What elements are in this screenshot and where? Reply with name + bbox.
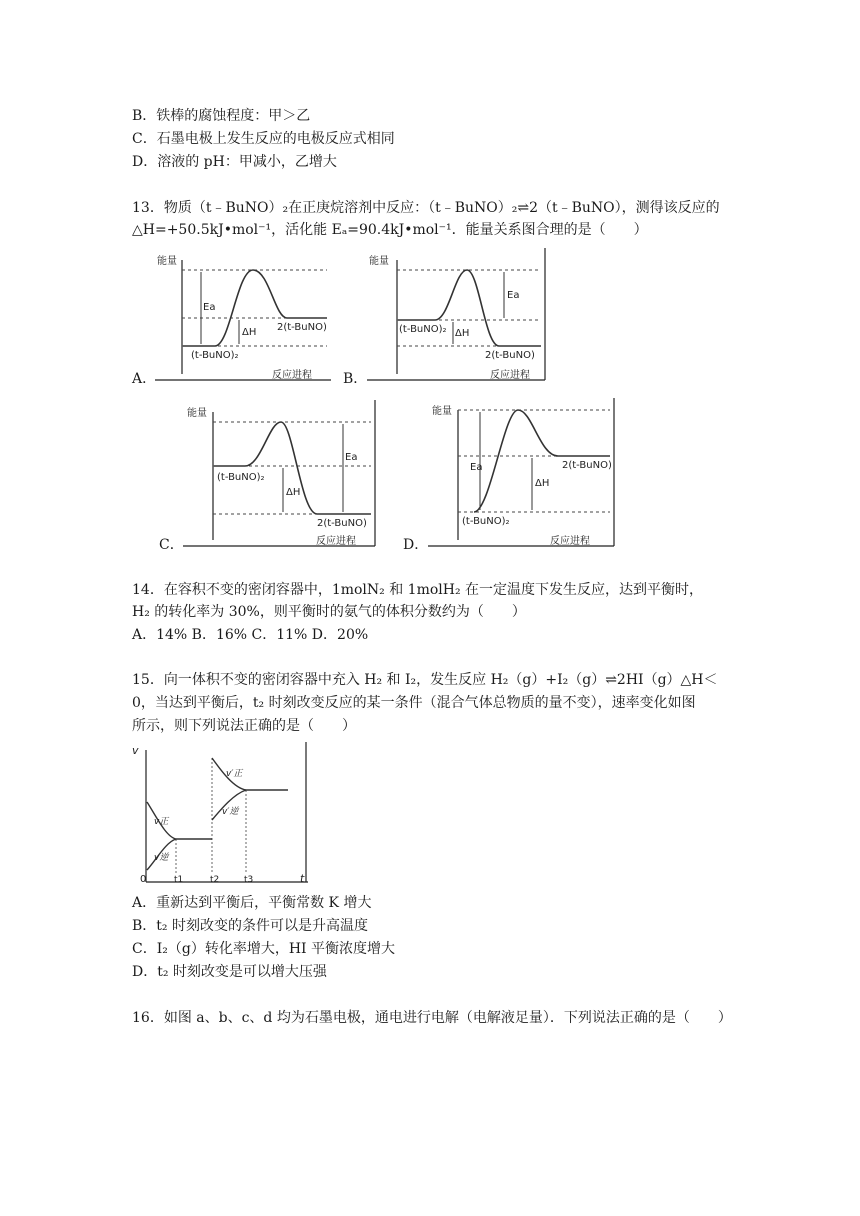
q13-diagram-a [155, 248, 335, 384]
reactant-label: (t-BuNO)₂ [462, 516, 510, 527]
q12-option-b: B．铁棒的腐蚀程度：甲＞乙 [132, 108, 311, 124]
q13-stem-line1: 13．物质（t﹣BuNO）₂在正庚烷溶剂中反应：（t﹣BuNO）₂⇌2（t﹣BuNO），测得该反应的 [132, 200, 720, 216]
progress-axis-label: 反应进程 [550, 536, 590, 547]
progress-axis-label: 反应进程 [490, 370, 530, 381]
ea-label: Ea [470, 462, 483, 473]
energy-axis-label: 能量 [432, 406, 452, 417]
dh-label: ΔH [286, 487, 301, 498]
v-forward-prime-label: v′正 [226, 769, 243, 779]
q14-stem-line1: 14．在容积不变的密闭容器中，1molN₂ 和 1molH₂ 在一定温度下发生反应，达到平衡时， [132, 582, 704, 598]
energy-axis-label: 能量 [369, 256, 389, 267]
ea-label: Ea [203, 302, 216, 313]
v-reverse-label: v逆 [154, 853, 169, 863]
product-label: 2(t-BuNO) [485, 350, 535, 361]
product-label: 2(t-BuNO) [317, 518, 367, 529]
q12-option-c: C．石墨电极上发生反应的电极反应式相同 [132, 131, 395, 147]
dh-label: ΔH [242, 327, 257, 338]
q13-stem-line2: △H=+50.5kJ•mol⁻¹，活化能 Eₐ=90.4kJ•mol⁻¹．能量关系图合理的是（ ） [132, 222, 648, 238]
origin-label: 0 [140, 874, 147, 885]
reactant-label: (t-BuNO)₂ [399, 324, 447, 335]
q13-option-a-label: A． [132, 371, 157, 387]
v-forward-label: v正 [154, 817, 169, 827]
q15-stem-line1: 15．向一体积不变的密闭容器中充入 H₂ 和 I₂，发生反应 H₂（g）+I₂（g）⇌2HI（g）△H＜ [132, 672, 718, 688]
energy-axis-label: 能量 [157, 256, 177, 267]
q15-option-b: B．t₂ 时刻改变的条件可以是升高温度 [132, 918, 368, 934]
rate-axis-label: v [132, 744, 139, 757]
q15-stem-line3: 所示，则下列说法正确的是（ ） [132, 718, 356, 734]
q13-diagram-d [428, 398, 618, 550]
q15-option-c: C．I₂（g）转化率增大，HI 平衡浓度增大 [132, 941, 396, 957]
q13-option-d-label: D． [403, 537, 429, 553]
q14-stem-line2: H₂ 的转化率为 30%，则平衡时的氨气的体积分数约为（ ） [132, 604, 526, 620]
q13-option-b-label: B． [343, 371, 368, 387]
q15-option-a: A．重新达到平衡后，平衡常数 K 增大 [132, 895, 372, 911]
energy-axis-label: 能量 [187, 408, 207, 419]
progress-axis-label: 反应进程 [316, 536, 356, 547]
ea-label: Ea [507, 290, 520, 301]
dh-label: ΔH [455, 328, 470, 339]
ea-label: Ea [345, 452, 358, 463]
time-axis-label: t [300, 872, 305, 885]
reactant-label: (t-BuNO)₂ [191, 350, 239, 361]
product-label: 2(t-BuNO) [277, 322, 327, 333]
q15-option-d: D．t₂ 时刻改变是可以增大压强 [132, 964, 327, 980]
q13-option-c-label: C． [159, 537, 184, 553]
q13-diagram-c [183, 400, 379, 550]
q16-stem-line1: 16．如图 a、b、c、d 均为石墨电极，通电进行电解（电解液足量）．下列说法正确的是（ ） [132, 1010, 732, 1026]
t2-label: t2 [210, 875, 220, 885]
progress-axis-label: 反应进程 [272, 370, 312, 381]
q15-stem-line2: 0，当达到平衡后，t₂ 时刻改变反应的某一条件（混合气体总物质的量不变），速率变化如图 [132, 695, 696, 711]
product-label: 2(t-BuNO) [562, 460, 612, 471]
dh-label: ΔH [535, 478, 550, 489]
t1-label: t1 [174, 875, 184, 885]
q15-rate-graph [128, 742, 310, 886]
reactant-label: (t-BuNO)₂ [217, 472, 265, 483]
q14-options: A．14% B．16% C．11% D．20% [132, 627, 369, 643]
v-reverse-prime-label: v′逆 [222, 807, 239, 817]
t3-label: t3 [244, 875, 254, 885]
q13-diagram-b [367, 248, 549, 384]
q12-option-d: D．溶液的 pH：甲减小，乙增大 [132, 154, 337, 170]
